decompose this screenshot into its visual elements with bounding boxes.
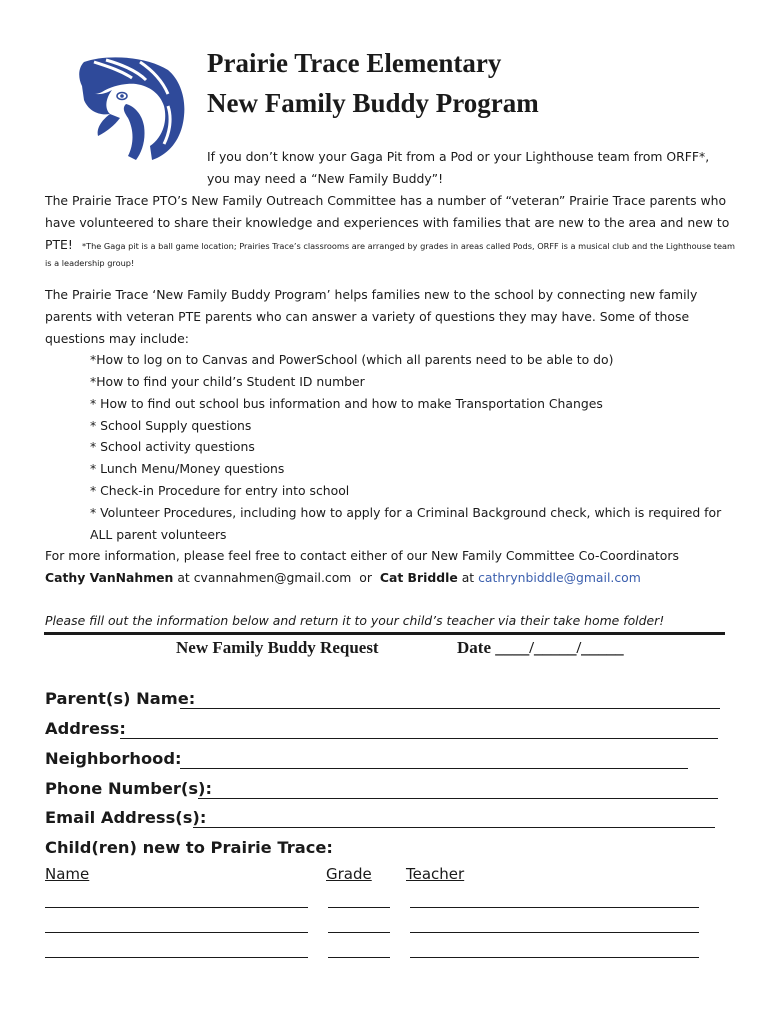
neighborhood-label: Neighborhood: xyxy=(45,749,182,768)
contact-intro: For more information, please feel free to contact either of our New Family Committee Co-Coordinators xyxy=(45,548,679,563)
child-grade-field[interactable] xyxy=(328,907,390,908)
neighborhood-field[interactable] xyxy=(180,768,688,769)
contact1-at: at xyxy=(177,570,190,585)
parent-name-label: Parent(s) Name: xyxy=(45,689,196,708)
child-grade-field[interactable] xyxy=(328,932,390,933)
para1-line-2: have volunteered to share their knowledge and experiences with families that are new to the area and new to xyxy=(45,215,730,230)
list-item: * School activity questions xyxy=(90,439,255,454)
parent-name-field[interactable] xyxy=(180,708,720,709)
footnote-line-2: is a leadership group! xyxy=(45,258,135,268)
child-name-field[interactable] xyxy=(45,907,308,908)
phone-label: Phone Number(s): xyxy=(45,779,213,798)
intro-line-2: you may need a “New Family Buddy”! xyxy=(207,171,444,186)
child-teacher-field[interactable] xyxy=(410,907,699,908)
column-header-name: Name xyxy=(45,865,90,883)
list-item: * Lunch Menu/Money questions xyxy=(90,461,285,476)
para2-line-1: The Prairie Trace ‘New Family Buddy Program’ helps families new to the school by connecting new family xyxy=(45,287,698,302)
child-teacher-field[interactable] xyxy=(410,932,699,933)
email-field[interactable] xyxy=(193,827,715,828)
date-field[interactable]: Date ____/_____/_____ xyxy=(457,638,624,657)
form-title: New Family Buddy Request xyxy=(176,638,379,657)
para1-line-1: The Prairie Trace PTO’s New Family Outreach Committee has a number of “veteran” Prairie Trace parents who xyxy=(45,193,727,208)
children-label: Child(ren) new to Prairie Trace: xyxy=(45,838,333,857)
contact2-at: at xyxy=(461,570,475,585)
contact2-name: Cat Briddle xyxy=(379,570,458,585)
email-label: Email Address(s): xyxy=(45,808,207,827)
column-header-teacher: Teacher xyxy=(406,865,465,883)
list-item: * School Supply questions xyxy=(90,418,252,433)
list-item: * Check-in Procedure for entry into school xyxy=(90,483,350,498)
footnote-line-1: *The Gaga pit is a ball game location; Prairies Trace’s classrooms are arranged by grades in areas called Pods, ORFF is a musical club and the Lighthouse team xyxy=(82,241,735,251)
instructions: Please fill out the information below and return it to your child’s teacher via their take home folder! xyxy=(45,613,665,628)
list-item-continuation: ALL parent volunteers xyxy=(90,527,227,542)
para1-line-3: PTE! xyxy=(45,237,73,252)
contact2-email[interactable]: cathrynbiddle@gmail.com xyxy=(478,570,641,585)
contact1-email[interactable]: cvannahmen@gmail.com xyxy=(193,570,352,585)
child-name-field[interactable] xyxy=(45,932,308,933)
address-field[interactable] xyxy=(120,738,718,739)
list-item: * Volunteer Procedures, including how to apply for a Criminal Background check, which is required for xyxy=(90,505,722,520)
list-item: *How to log on to Canvas and PowerSchool (which all parents need to be able to do) xyxy=(90,352,614,367)
para2-line-2: parents with veteran PTE parents who can answer a variety of questions they may have. Some of those xyxy=(45,309,690,324)
contact-line xyxy=(45,570,641,585)
child-grade-field[interactable] xyxy=(328,957,390,958)
address-label: Address: xyxy=(45,719,126,738)
page-title-school: Prairie Trace Elementary xyxy=(207,48,502,78)
para2-line-3: questions may include: xyxy=(45,331,189,346)
child-name-field[interactable] xyxy=(45,957,308,958)
divider xyxy=(44,632,725,635)
child-teacher-field[interactable] xyxy=(410,957,699,958)
page-title-program: New Family Buddy Program xyxy=(207,88,539,118)
list-item: *How to find your child’s Student ID number xyxy=(90,374,365,389)
list-item: * How to find out school bus information and how to make Transportation Changes xyxy=(90,396,603,411)
intro-line-1: If you don’t know your Gaga Pit from a Pod or your Lighthouse team from ORFF*, xyxy=(207,149,710,164)
contact-or: or xyxy=(359,570,372,585)
column-header-grade: Grade xyxy=(326,865,372,883)
phone-field[interactable] xyxy=(198,798,718,799)
eagle-logo-icon xyxy=(76,56,188,162)
contact1-name: Cathy VanNahmen xyxy=(45,570,174,585)
